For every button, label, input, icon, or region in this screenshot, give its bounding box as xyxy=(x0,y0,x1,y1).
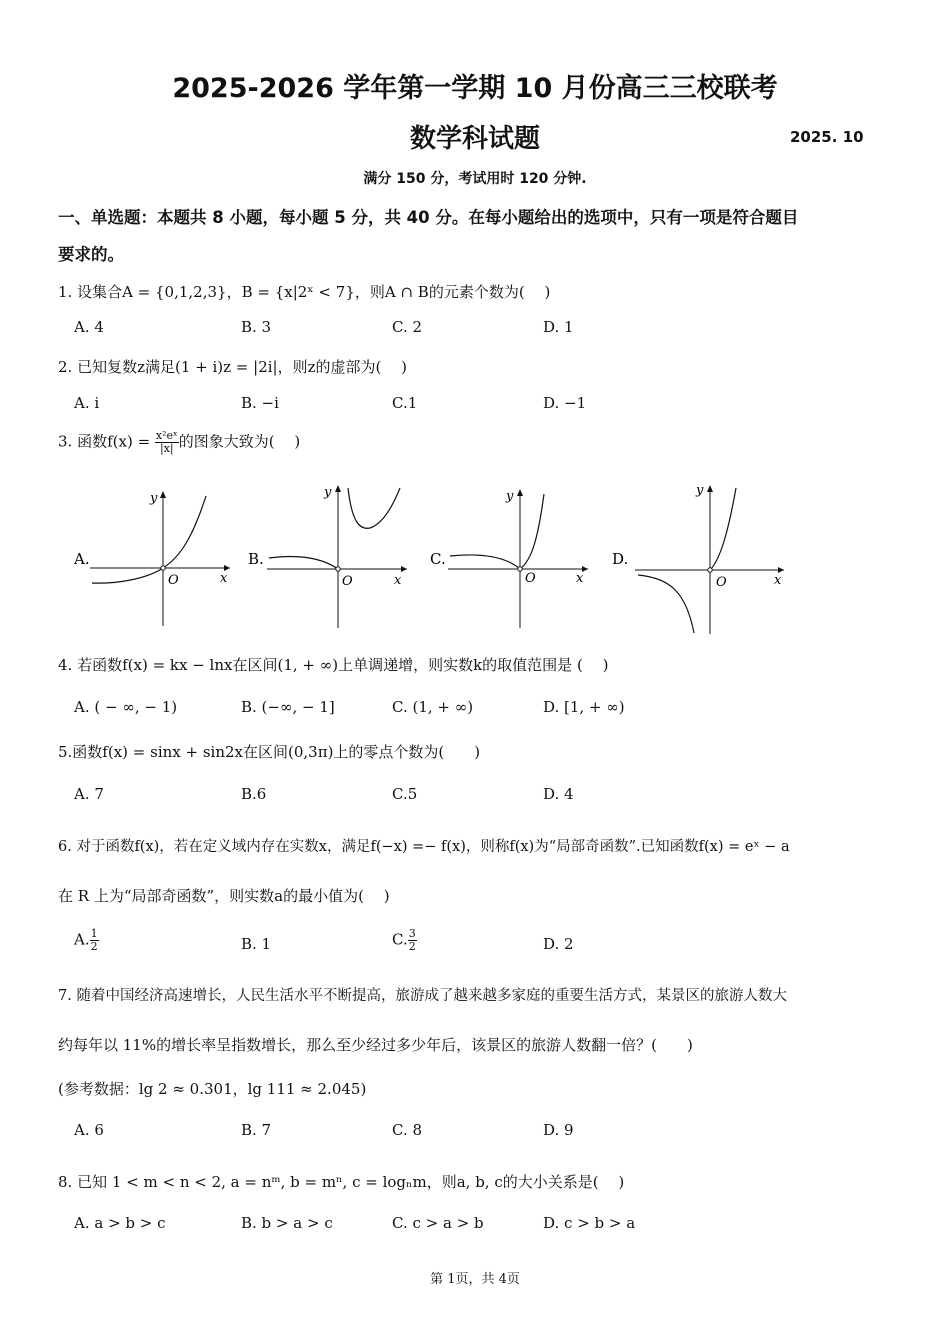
q6-option-d: D. 2 xyxy=(543,935,574,953)
q3-text-pre: 3. 函数f(x) = xyxy=(58,432,155,451)
graph-a-x-label: x xyxy=(220,571,228,586)
exam-date: 2025. 10 xyxy=(790,128,864,146)
graph-c-right-curve xyxy=(520,494,544,569)
q3-denominator: |x| xyxy=(159,442,174,455)
q3-fraction xyxy=(155,430,179,455)
graph-c xyxy=(430,489,588,628)
graph-c-y-arrow xyxy=(517,489,523,496)
q1-option-c: C. 2 xyxy=(392,318,423,336)
graph-a-label: A. xyxy=(74,550,90,568)
q6-option-a-num: 1 xyxy=(90,927,98,940)
graph-a-curve xyxy=(92,496,206,583)
q2-option-d: D. −1 xyxy=(543,394,587,412)
question-3 xyxy=(58,430,300,455)
q8-option-c: C. c > a > b xyxy=(392,1214,484,1232)
graph-d-y-arrow xyxy=(707,485,713,492)
q6-option-a-den: 2 xyxy=(90,940,98,953)
q5-option-a: A. 7 xyxy=(74,785,104,803)
graph-a-y-arrow xyxy=(160,491,166,498)
graph-b-open-point xyxy=(336,567,340,571)
question-7-line2: 约每年以 11%的增长率呈指数增长，那么至少经过多少年后，该景区的旅游人数翻一倍？( ) xyxy=(58,1036,693,1054)
q2-option-c: C.1 xyxy=(392,394,418,412)
graph-b-x-arrow xyxy=(401,566,407,572)
graph-d-label: D. xyxy=(612,550,629,568)
graph-c-origin-label: O xyxy=(525,571,536,586)
graph-d-origin-label: O xyxy=(716,575,727,590)
q5-option-c: C.5 xyxy=(392,785,418,803)
exam-title: 2025-2026 学年第一学期 10 月份高三三校联考 xyxy=(172,73,778,104)
graph-b-left-curve xyxy=(269,556,338,569)
section-heading-line1: 一、单选题：本题共 8 小题，每小题 5 分，共 40 分。在每小题给出的选项中，只有一项是符合题目 xyxy=(58,208,799,227)
graph-d-left-curve xyxy=(638,575,694,633)
q4-option-c: C. (1, + ∞) xyxy=(392,698,474,716)
graph-b-x-label: x xyxy=(394,573,402,588)
graph-c-x-label: x xyxy=(576,571,584,586)
question-8: 8. 已知 1 < m < n < 2, a = nᵐ, b = mⁿ, c = logₙm，则a, b, c的大小关系是( ) xyxy=(58,1173,625,1191)
q7-option-a: A. 6 xyxy=(74,1121,104,1139)
question-6-line2: 在 R 上为“局部奇函数”，则实数a的最小值为( ) xyxy=(58,887,390,905)
q7-option-c: C. 8 xyxy=(392,1121,423,1139)
q4-option-b: B. (−∞, − 1] xyxy=(241,698,335,716)
graph-c-y-label: y xyxy=(506,489,514,504)
graph-c-open-point xyxy=(518,567,522,571)
q6-option-c-fraction xyxy=(408,928,417,953)
q3-graphs xyxy=(60,478,800,640)
graph-b-right-curve xyxy=(348,488,400,528)
graph-b-origin-label: O xyxy=(342,574,353,589)
q8-option-d: D. c > b > a xyxy=(543,1214,636,1232)
graph-c-left-curve xyxy=(450,555,520,569)
q6-option-c-label: C. xyxy=(392,930,408,949)
graph-d-x-label: x xyxy=(774,573,782,588)
q7-option-d: D. 9 xyxy=(543,1121,574,1139)
graph-d-open-point xyxy=(708,568,712,572)
graph-a-open-point xyxy=(161,566,165,570)
q3-numerator: x²eˣ xyxy=(155,429,178,442)
graph-d xyxy=(612,483,784,634)
q4-option-a: A. ( − ∞, − 1) xyxy=(74,698,178,716)
graph-c-label: C. xyxy=(430,550,446,568)
page-footer: 第 1页，共 4页 xyxy=(430,1272,520,1287)
q6-option-a xyxy=(74,928,99,953)
question-1: 1. 设集合A = {0,1,2,3}，B = {x|2ˣ < 7}，则A ∩ B的元素个数为( ) xyxy=(58,283,551,301)
q6-option-c xyxy=(392,928,417,953)
q6-option-a-fraction xyxy=(90,928,99,953)
exam-subject: 数学科试题 xyxy=(409,124,540,154)
q1-option-a: A. 4 xyxy=(74,318,104,336)
question-7-line1: 7. 随着中国经济高速增长，人民生活水平不断提高，旅游成了越来越多家庭的重要生活方式，某景区的旅游人数大 xyxy=(58,988,787,1004)
section-heading-line2: 要求的。 xyxy=(58,245,124,264)
question-2: 2. 已知复数z满足(1 + i)z = |2i|，则z的虚部为( ) xyxy=(58,358,407,376)
q5-option-b: B.6 xyxy=(241,785,267,803)
q5-option-d: D. 4 xyxy=(543,785,574,803)
graph-b xyxy=(248,485,407,628)
q1-option-d: D. 1 xyxy=(543,318,574,336)
q6-option-c-den: 2 xyxy=(408,940,416,953)
q8-option-a: A. a > b > c xyxy=(74,1214,166,1232)
graph-d-y-label: y xyxy=(696,483,704,498)
q7-option-b: B. 7 xyxy=(241,1121,272,1139)
question-6-line1: 6. 对于函数f(x)，若在定义域内存在实数x，满足f(−x) =− f(x)，则称f(x)为“局部奇函数”.已知函数f(x) = eˣ − a xyxy=(58,839,790,855)
graph-a-origin-label: O xyxy=(168,573,179,588)
q3-text-post: 的图象大致为( ) xyxy=(178,432,301,451)
exam-note: 满分 150 分，考试用时 120 分钟. xyxy=(363,171,587,187)
graph-b-y-label: y xyxy=(324,485,332,500)
q6-option-b: B. 1 xyxy=(241,935,272,953)
q1-option-b: B. 3 xyxy=(241,318,272,336)
question-5: 5.函数f(x) = sinx + sin2x在区间(0,3π)上的零点个数为( ) xyxy=(58,743,481,761)
q2-option-b: B. −i xyxy=(241,394,279,412)
graph-a-y-label: y xyxy=(150,491,158,506)
q2-option-a: A. i xyxy=(74,394,100,412)
q6-option-c-num: 3 xyxy=(408,927,416,940)
q8-option-b: B. b > a > c xyxy=(241,1214,333,1232)
q6-option-a-label: A. xyxy=(74,930,90,949)
question-4: 4. 若函数f(x) = kx − lnx在区间(1, + ∞)上单调递增，则实数k的取值范围是 ( ) xyxy=(58,656,609,674)
graph-b-y-arrow xyxy=(335,485,341,492)
q4-option-d: D. [1, + ∞) xyxy=(543,698,625,716)
graph-b-label: B. xyxy=(248,550,264,568)
graph-a xyxy=(73,491,230,626)
question-7-reference: (参考数据：lg 2 ≈ 0.301，lg 111 ≈ 2.045) xyxy=(58,1080,367,1098)
graph-d-right-curve xyxy=(710,488,736,570)
